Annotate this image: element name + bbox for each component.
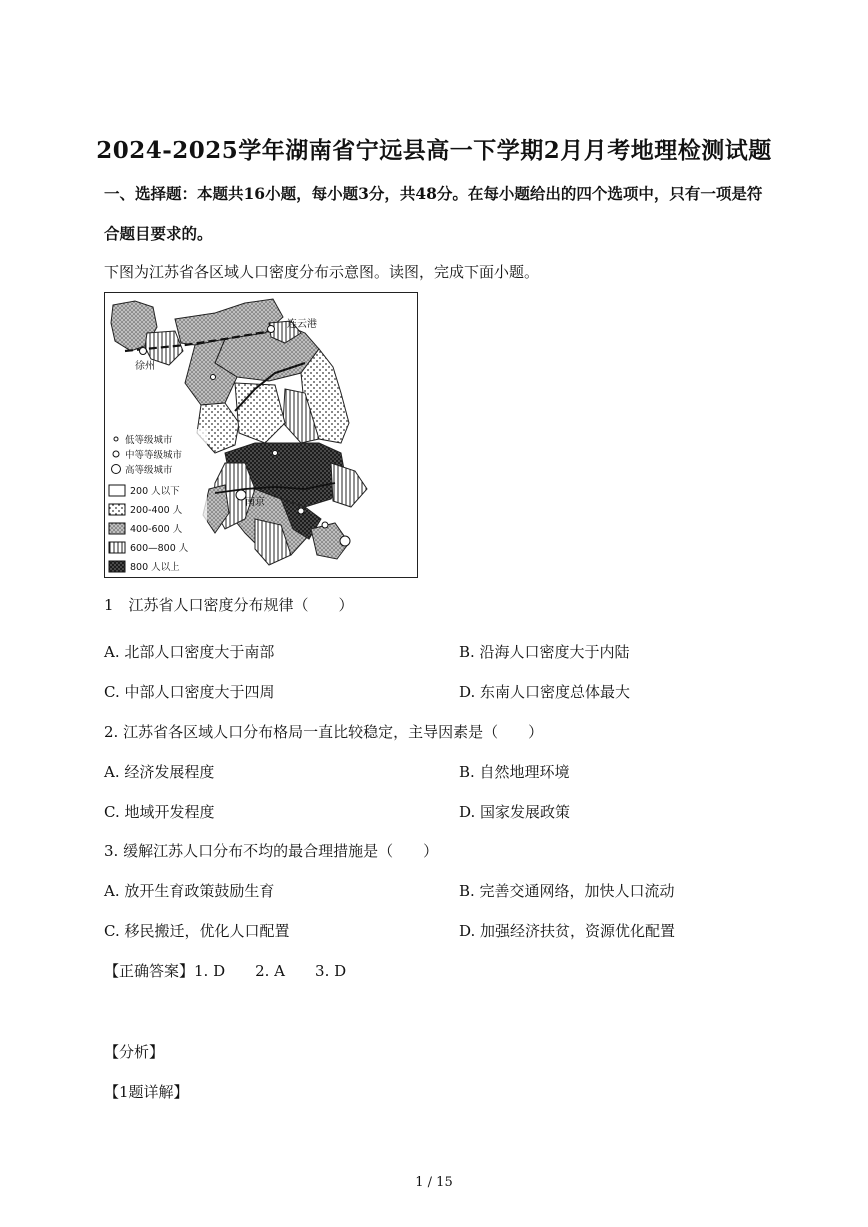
analysis-label: 【分析】 [104, 1043, 165, 1061]
legend-label-200-400: 200-400 人 [130, 505, 183, 516]
legend-label-400-600: 400-600 人 [130, 524, 183, 535]
legend-swatch-vertical [109, 542, 125, 553]
legend-label-600-800: 600—800 人 [130, 543, 189, 554]
legend-label-200-below: 200 人以下 [130, 486, 180, 497]
page-number: 1 / 15 [415, 1175, 453, 1190]
question-1-stem: 1 江苏省人口密度分布规律（ ） [104, 596, 354, 614]
legend-label-mid-city: 中等等级城市 [125, 450, 183, 461]
section-heading-line2: 合题目要求的。 [104, 224, 213, 243]
q3-option-d: D. 加强经济扶贫，资源优化配置 [459, 922, 676, 940]
intro-text: 下图为江苏省各区域人口密度分布示意图。读图，完成下面小题。 [104, 263, 540, 281]
legend-label-low-city: 低等级城市 [125, 435, 173, 446]
q2-option-b: B. 自然地理环境 [459, 763, 570, 781]
city-label-lianyungang: 连云港 [287, 319, 317, 330]
q3-option-a: A. 放开生育政策鼓励生育 [104, 882, 275, 900]
small-circle-icon [114, 437, 118, 441]
population-density-map [104, 292, 418, 578]
q1-option-a: A. 北部人口密度大于南部 [104, 643, 275, 661]
city-label-xuzhou: 徐州 [135, 361, 155, 372]
q3-option-b: B. 完善交通网络，加快人口流动 [459, 882, 675, 900]
legend-swatch-dense-dots [109, 523, 125, 534]
medium-circle-icon [113, 451, 119, 457]
q2-option-c: C. 地域开发程度 [104, 803, 215, 821]
question-2-stem: 2. 江苏省各区域人口分布格局一直比较稳定，主导因素是（ ） [104, 723, 544, 741]
q2-option-a: A. 经济发展程度 [104, 763, 215, 781]
map-legend [107, 429, 207, 575]
q3-option-c: C. 移民搬迁，优化人口配置 [104, 922, 290, 940]
legend-swatch-blank [109, 485, 125, 496]
legend-swatch-crosshatch [109, 561, 125, 572]
section-heading-line1: 一、选择题：本题共16小题，每小题3分，共48分。在每小题给出的四个选项中，只有一项是符 [104, 184, 763, 203]
city-label-nanjing: 南京 [245, 497, 265, 508]
legend-swatch-dots [109, 504, 125, 515]
q1-option-b: B. 沿海人口密度大于内陆 [459, 643, 630, 661]
q1-option-c: C. 中部人口密度大于四周 [104, 683, 275, 701]
q1-option-d: D. 东南人口密度总体最大 [459, 683, 631, 701]
q2-option-d: D. 国家发展政策 [459, 803, 571, 821]
large-circle-icon [112, 465, 121, 474]
answer-key: 【正确答案】1. D 2. A 3. D [104, 962, 347, 980]
question-3-stem: 3. 缓解江苏人口分布不均的最合理措施是（ ） [104, 842, 439, 860]
page-title: 2024-2025学年湖南省宁远县高一下学期2月月考地理检测试题 [96, 137, 772, 164]
detail-label: 【1题详解】 [104, 1083, 189, 1101]
jiangsu-map-figure [105, 293, 417, 577]
legend-label-800-above: 800 人以上 [130, 562, 180, 573]
legend-label-high-city: 高等级城市 [125, 465, 173, 476]
